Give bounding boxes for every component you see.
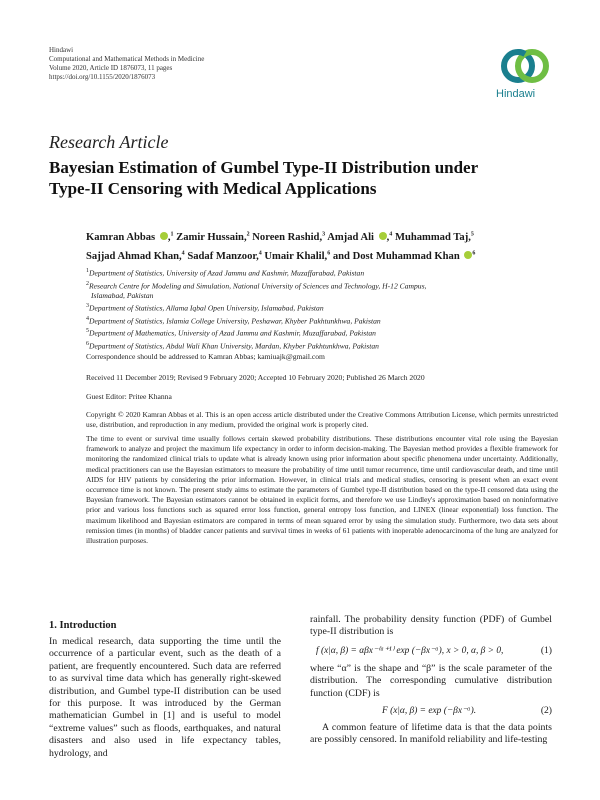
author[interactable]: Sajjad Ahmad Khan,$^4$ [86, 250, 185, 263]
author-list [86, 226, 556, 265]
author[interactable]: Muhammad Taj,$^5$ [394, 231, 474, 243]
doi-link[interactable]: https://doi.org/10.1155/2020/1876073 [49, 73, 156, 81]
equation-1-row [310, 639, 552, 663]
author[interactable]: Zamir Hussain,$^2$ [176, 231, 250, 243]
intro-paragraph: where “α” is the shape and “β” is the scale parameter of the distribution. The corresponding cumulative distribution function (CDF) is [310, 662, 552, 699]
author[interactable]: Noreen Rashid,$^3$ [252, 231, 326, 243]
publisher-logo [496, 46, 554, 100]
guest-editor: Guest Editor: Pritee Khanna [86, 392, 172, 401]
orcid-icon[interactable] [160, 232, 168, 240]
section-heading: 1. Introduction [49, 620, 117, 631]
journal-header [49, 46, 204, 82]
affiliation-list [86, 266, 556, 351]
affiliation: $^6$Department of Statistics, Abdul Wali Khan University, Mardan, Khyber Pakhtunkhwa, Pakistan [86, 340, 379, 351]
affiliation: Islamabad, Pakistan [91, 291, 154, 301]
publisher-name: Hindawi [49, 46, 74, 54]
author-line-1 [86, 226, 556, 246]
affiliation: $^1$Department of Statistics, University of Azad Jammu and Kashmir, Muzaffarabad, Pakistan [86, 268, 365, 278]
paper-title [49, 157, 569, 199]
equation-2-number: (2) [540, 705, 552, 717]
intro-paragraph: A common feature of lifetime data is that the data points are possibly censored. In manifold reliability and life-testing [310, 722, 552, 746]
abstract: The time to event or survival time usually follows certain skewed probability distributions. These distributions encounter vital role using the Bayesian framework to analyze and project the maximum life expectancy in order to inform decision-making. The Bayesian method provides a flexible framework for monitoring the randomized clinical trials to update what is already known using prior information about specific phenomena under uncertainty. Additionally, medical practitioners can use the Bayesian estimators to measure the probability of time until tumor recurrence, time until cardiovascular death, and time until AIDS for HIV patients by considering the prior information. However, in clinical trials and medical studies, censoring is present when an exact event occurrence time is not known. The present study aims to estimate the parameters of Gumbel type-II distribution based on the type-II censored data using the Bayesian framework. The Bayesian estimators cannot be obtained in explicit forms, and therefore we use Lindley's approximation based on noninformative prior and various loss functions such as squared error loss function, general entropy loss function, and LINEX (linear exponential) loss function. The maximum likelihood and Bayesian estimators are compared in terms of mean squared error by using the simulation study. Furthermore, two data sets about remission times (in months) of bladder cancer patients and survival times in weeks of 61 patients with inoperable adenocarcinoma of the lung are analyzed for illustration purposes. [86, 434, 558, 546]
author[interactable]: Amjad Ali ,$^4$ [327, 231, 393, 243]
author-line-2 [86, 246, 556, 266]
affiliation: $^5$Department of Mathematics, University of Azad Jammu and Kashmir, Muzaffarabad, Pakistan [86, 328, 376, 338]
equation-1-number: (1) [540, 644, 552, 656]
author[interactable]: Umair Khalil,$^6$ [264, 250, 331, 263]
intro-left-column: In medical research, data supporting the time until the occurrence of a particular event, such as the death of a patient, are frequently encountered. Such data are referred to as survival time data which has generally right-skewed distribution, and Gumbel type-II distribution can be used for this purpose. It was introduced by the German mathematician Gumbel in [1] and is useful to model “extreme values” such as floods, earthquakes, and natural disasters and also used in life expectancy tables, hydrology, and [49, 636, 281, 759]
affiliation: $^2$Research Centre for Modeling and Simulation, National University of Sciences and Technology, H-12 Campus, [86, 280, 427, 291]
correspondence: Correspondence should be addressed to Kamran Abbas; kamiuajk@gmail.com [86, 352, 325, 361]
copyright-notice: Copyright © 2020 Kamran Abbas et al. This is an open access article distributed under the Creative Commons Attribution License, which permits unrestricted use, distribution, and reproduction in any medium, provided the original work is properly cited. [86, 410, 558, 429]
orcid-icon[interactable] [379, 232, 387, 240]
received-dates: Received 11 December 2019; Revised 9 February 2020; Accepted 10 February 2020; Published 26 March 2020 [86, 373, 425, 382]
hindawi-logo-icon [500, 46, 550, 86]
title-line-1: Bayesian Estimation of Gumbel Type-II Distribution under [49, 158, 479, 177]
author[interactable]: Sadaf Manzoor,$^4$ [187, 250, 262, 263]
author[interactable]: Kamran Abbas ,$^1$ [86, 231, 174, 243]
title-line-2: Type-II Censoring with Medical Applications [49, 179, 377, 198]
affiliation: $^3$Department of Statistics, Allama Iqbal Open University, Islamabad, Pakistan [86, 303, 324, 313]
logo-wordmark: Hindawi [496, 88, 536, 100]
article-type: Research Article [49, 132, 169, 152]
intro-paragraph: rainfall. The probability density function (PDF) of Gumbel type-II distribution is [310, 614, 552, 638]
affiliation: $^4$Department of Statistics, Islamia College University, Peshawar, Khyber Pakhtunkhwa, Pakistan [86, 315, 381, 326]
author[interactable]: and Dost Muhammad Khan $^6$ [332, 250, 476, 263]
intro-right-column [310, 614, 552, 747]
volume-info: Volume 2020, Article ID 1876073, 11 pages [49, 64, 173, 72]
journal-name: Computational and Mathematical Methods in Medicine [49, 55, 205, 63]
equation-2: F (x|α, β) = exp (−βx⁻ᵅ). [382, 706, 477, 717]
equation-1: f (x|α, β) = αβx⁻⁽ᵅ⁺¹⁾ exp (−βx⁻ᵅ), x > 0, α, β > 0, [316, 645, 504, 656]
equation-2-row [310, 700, 552, 722]
